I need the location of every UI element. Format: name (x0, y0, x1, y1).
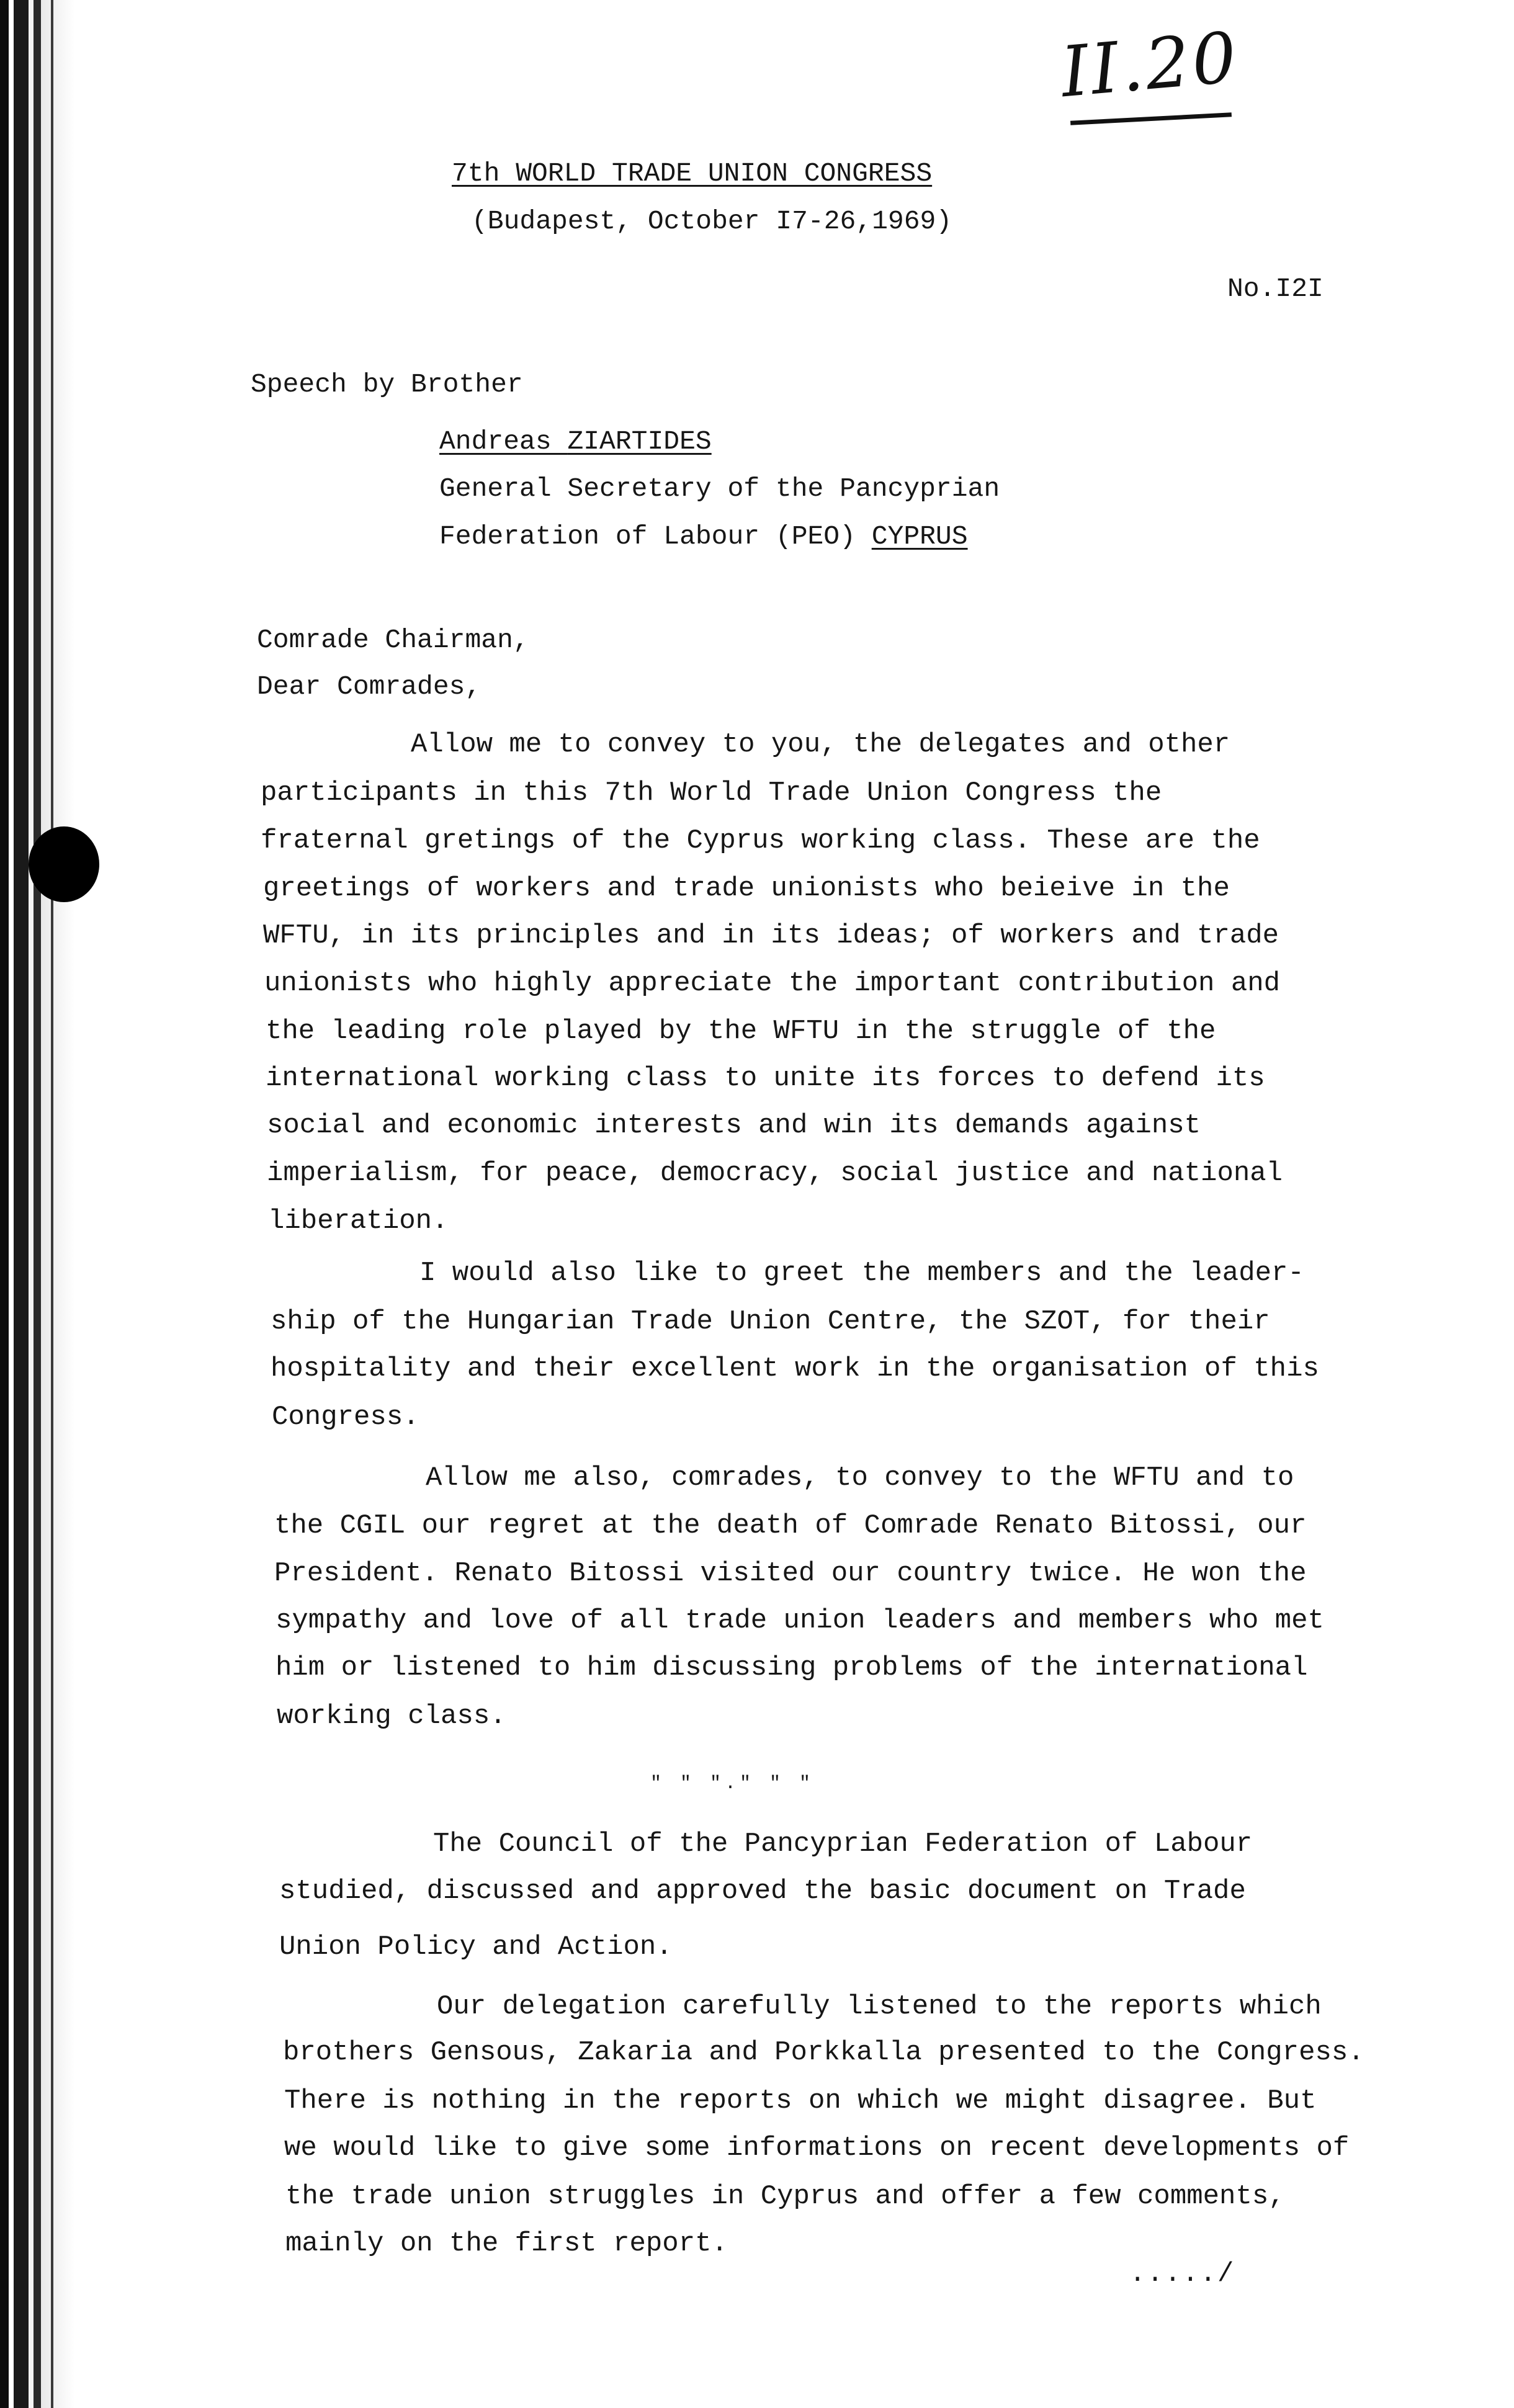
text-line: him or listened to him discussing problems of the international (275, 1652, 1308, 1683)
text-line: sympathy and love of all trade union leaders and members who met (275, 1605, 1324, 1636)
text-line: brothers Gensous, Zakaria and Porkkalla presented to the Congress. (283, 2037, 1364, 2068)
binding-edge (0, 0, 74, 2408)
speaker-title-line-1: General Secretary of the Pancyprian (439, 473, 1000, 504)
text-line: I would also like to greet the members and the leader- (419, 1258, 1304, 1289)
text-line: the trade union struggles in Cyprus and offer a few comments, (285, 2181, 1285, 2212)
text-line: we would like to give some informations on recent developments of (284, 2133, 1350, 2164)
continuation-mark: ...../ (1129, 2258, 1235, 2289)
binding-line (51, 0, 53, 2408)
section-divider: " " "." " " (650, 1773, 815, 1794)
text-line: international working class to unite its forces to defend its (266, 1063, 1265, 1094)
text-line: liberation. (268, 1206, 449, 1237)
punch-hole (29, 826, 99, 902)
text-line: unionists who highly appreciate the important contribution and (264, 968, 1281, 999)
handwritten-underline (1070, 112, 1232, 125)
text-line: greetings of workers and trade unionists who beieive in the (263, 873, 1230, 904)
text-line: studied, discussed and approved the basic document on Trade (279, 1876, 1246, 1907)
speaker-name (439, 428, 712, 455)
text-line: Our delegation carefully listened to the reports which (437, 1991, 1322, 2022)
text-line: President. Renato Bitossi visited our country twice. He won the (274, 1558, 1307, 1589)
text-line: mainly on the first report. (285, 2228, 728, 2259)
text-line: Congress. (272, 1402, 419, 1433)
text-line: WFTU, in its principles and in its ideas; of workers and trade (263, 920, 1279, 951)
salutation-line: Dear Comrades, (257, 671, 482, 702)
text-line: There is nothing in the reports on which we might disagree. But (284, 2085, 1317, 2116)
text-line: the leading role played by the WFTU in the struggle of the (266, 1016, 1216, 1047)
speaker-organisation: Federation of Labour (PEO) (439, 521, 872, 552)
speaker-title-line-2 (439, 523, 968, 550)
text-line: social and economic interests and win its demands against (267, 1110, 1201, 1141)
text-line: imperialism, for peace, democracy, social justice and national (267, 1158, 1283, 1189)
text-line: working class. (277, 1701, 506, 1732)
speaker-last-name: ZIARTIDES (567, 426, 712, 457)
congress-subtitle: (Budapest, October I7-26,1969) (472, 206, 952, 236)
speech-intro: Speech by Brother (251, 369, 523, 400)
document-number: No.I2I (1227, 274, 1324, 304)
text-line: fraternal gretings of the Cyprus working class. These are the (261, 825, 1260, 856)
text-line: participants in this 7th World Trade Union Congress the (261, 777, 1162, 808)
text-line: Allow me also, comrades, to convey to the WFTU and to (426, 1462, 1294, 1493)
congress-title: 7th WORLD TRADE UNION CONGRESS (452, 158, 933, 189)
text-line: The Council of the Pancyprian Federation of Labour (433, 1828, 1253, 1860)
text-line: Union Policy and Action. (279, 1931, 673, 1963)
speaker-first-name: Andreas (439, 426, 568, 457)
text-line: Allow me to convey to you, the delegates and other (411, 729, 1230, 760)
text-line: hospitality and their excellent work in the organisation of this (271, 1353, 1319, 1384)
text-line: ship of the Hungarian Trade Union Centre, the SZOT, for their (271, 1306, 1270, 1337)
salutation-line: Comrade Chairman, (257, 625, 529, 655)
speaker-country: CYPRUS (871, 521, 968, 552)
text-line: the CGIL our regret at the death of Comrade Renato Bitossi, our (274, 1510, 1307, 1541)
handwritten-reference: II.20 (1057, 17, 1242, 114)
